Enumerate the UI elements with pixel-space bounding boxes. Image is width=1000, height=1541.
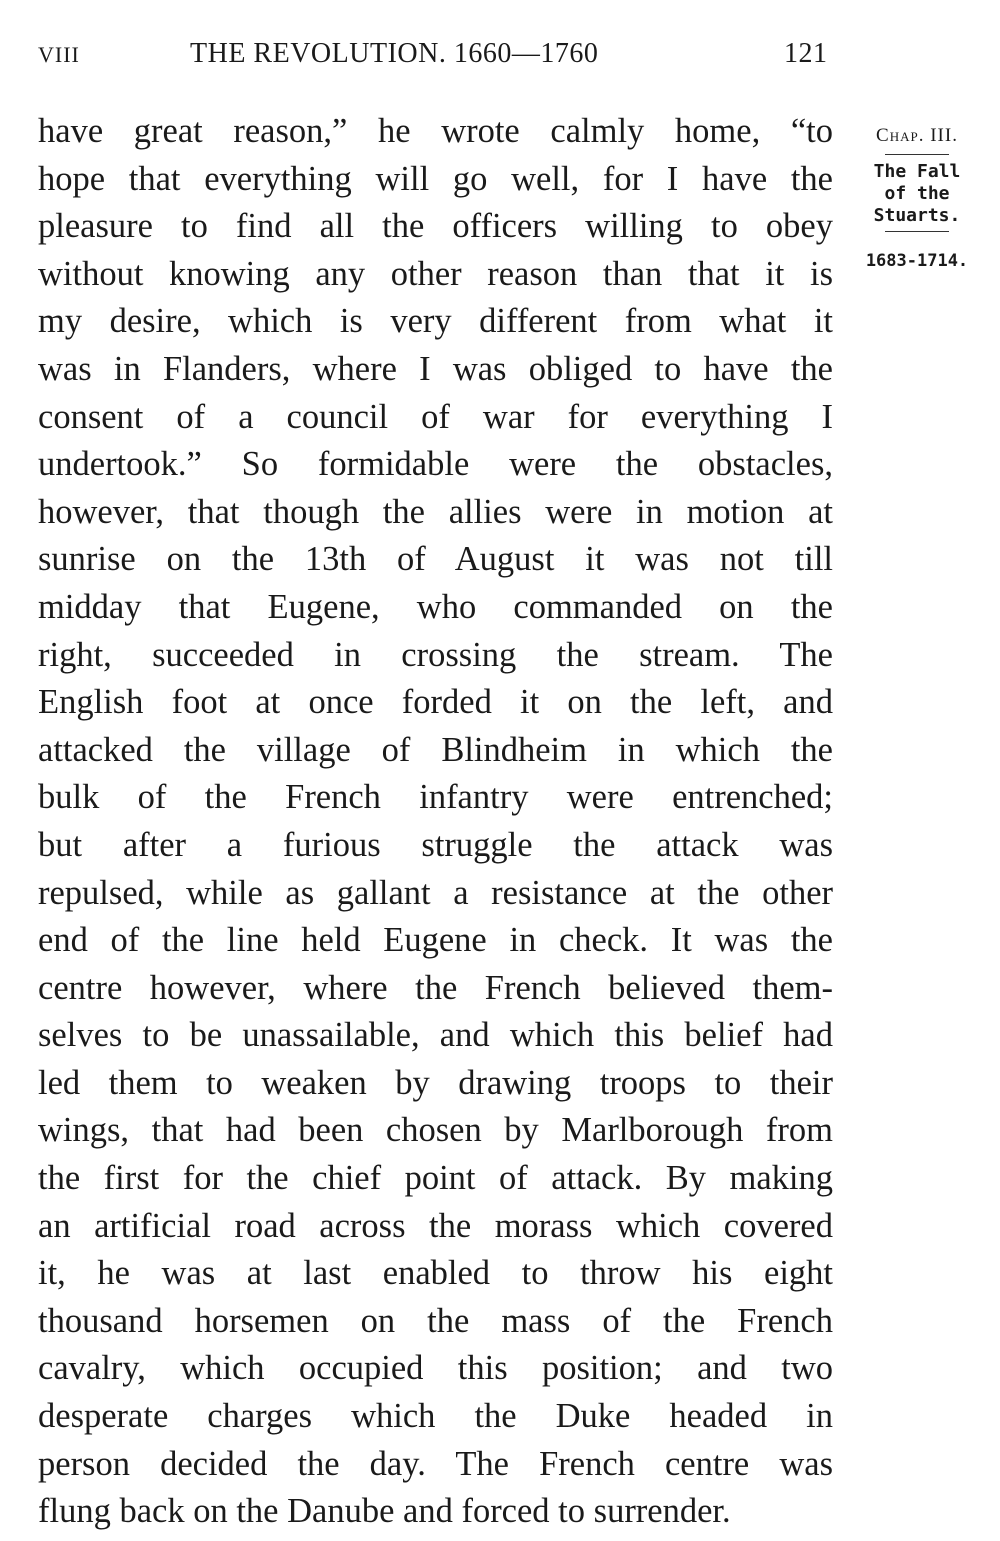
text-line: an artificial road across the morass which covered bbox=[38, 1206, 833, 1245]
text-line: flung back on the Danube and forced to surrender. bbox=[38, 1492, 731, 1531]
running-head bbox=[38, 38, 838, 78]
text-line: my desire, which is very different from what it bbox=[38, 302, 833, 341]
text-line: midday that Eugene, who commanded on the bbox=[38, 587, 833, 626]
margin-note bbox=[852, 118, 982, 272]
text-line: have great reason,” he wrote calmly home, “to bbox=[38, 112, 833, 150]
margin-topic-line: The Fall bbox=[873, 161, 961, 182]
text-line: repulsed, while as gallant a resistance at the other bbox=[38, 873, 833, 912]
text-line: person decided the day. The French centre was bbox=[38, 1444, 833, 1483]
margin-topic-line: of the bbox=[884, 183, 950, 204]
margin-dates: 1683-1714. bbox=[865, 251, 969, 271]
text-line: end of the line held Eugene in check. It was the bbox=[38, 921, 833, 960]
text-line: however, that though the allies were in motion at bbox=[38, 492, 833, 531]
text-line: sunrise on the 13th of August it was not till bbox=[38, 540, 833, 579]
text-line: without knowing any other reason than that it is bbox=[38, 254, 833, 293]
text-line: was in Flanders, where I was obliged to have the bbox=[38, 349, 833, 388]
text-line: bulk of the French infantry were entrenched; bbox=[38, 778, 833, 817]
page-number: 121 bbox=[784, 38, 828, 69]
text-line: selves to be unassailable, and which this belief had bbox=[38, 1016, 833, 1055]
text-line: right, succeeded in crossing the stream. The bbox=[38, 635, 833, 674]
text-line: it, he was at last enabled to throw his eight bbox=[38, 1254, 833, 1293]
text-line: led them to weaken by drawing troops to their bbox=[38, 1063, 833, 1102]
text-line: centre however, where the French believed them- bbox=[38, 968, 833, 1007]
text-line: pleasure to find all the officers willing to obey bbox=[38, 207, 833, 246]
margin-topic bbox=[852, 155, 982, 231]
text-line: thousand horsemen on the mass of the French bbox=[38, 1301, 833, 1340]
text-line: undertook.” So formidable were the obstacles, bbox=[38, 445, 833, 484]
text-line: hope that everything will go well, for I have the bbox=[38, 159, 833, 198]
margin-topic-line: Stuarts. bbox=[873, 205, 961, 226]
running-title: THE REVOLUTION. 1660—1760 bbox=[190, 38, 599, 69]
margin-chapter: Chap. III. bbox=[876, 125, 958, 146]
text-line: English foot at once forded it on the left, and bbox=[38, 683, 833, 722]
text-line: but after a furious struggle the attack was bbox=[38, 825, 833, 864]
text-line: wings, that had been chosen by Marlborough from bbox=[38, 1111, 833, 1150]
section-number: VIII bbox=[38, 42, 80, 67]
body-text bbox=[38, 108, 833, 1536]
text-line: cavalry, which occupied this position; and two bbox=[38, 1349, 833, 1388]
text-line: consent of a council of war for everything I bbox=[38, 397, 833, 436]
text-line: desperate charges which the Duke headed in bbox=[38, 1397, 833, 1436]
text-line: the first for the chief point of attack. By making bbox=[38, 1159, 833, 1198]
text-line: attacked the village of Blindheim in which the bbox=[38, 730, 833, 769]
